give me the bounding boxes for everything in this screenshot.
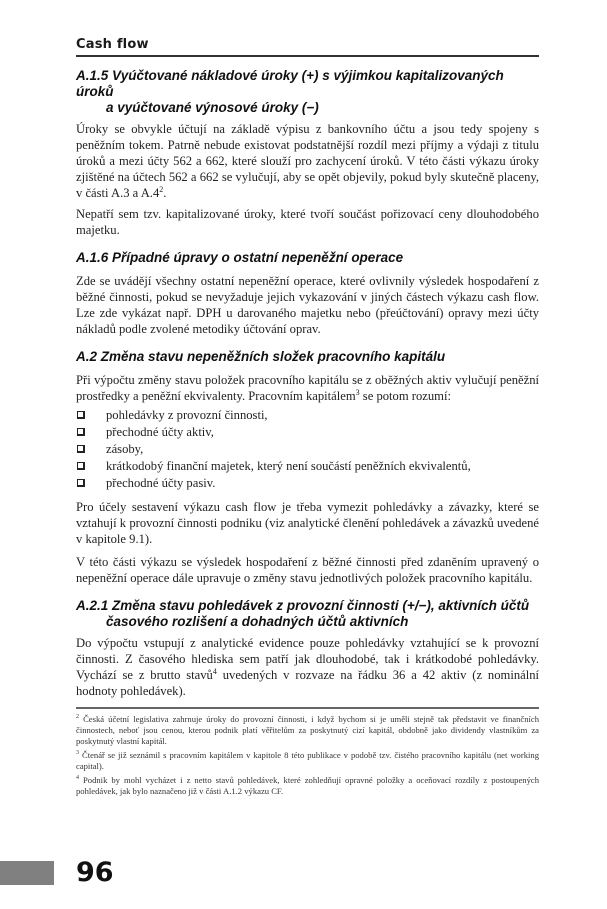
- header-rule: [76, 55, 539, 57]
- paragraph: [76, 372, 539, 404]
- page-tab-bar: [0, 861, 54, 885]
- footnote: [76, 714, 539, 747]
- section-heading: [76, 598, 539, 630]
- footnote-text: Čtenář se již seznámil s pracovním kapitálem v kapitole 8 této publikace v podobě tzv. čistého pracovního kapitálu (net working capital).: [76, 750, 539, 771]
- footnotes: [76, 714, 539, 797]
- checkbox-bullet-icon: [77, 479, 85, 487]
- text: Při výpočtu změny stavu položek pracovního kapitálu se z oběžných aktiv vylučují peněžní prostředky a peněžní ekvivalenty. Pracovním kapitálem: [76, 373, 539, 403]
- checkbox-bullet-icon: [77, 428, 85, 436]
- footnote-text: Česká účetní legislativa zahrnuje úroky do provozní činnosti, i když bychom si je uměli stejně tak představit ve finančních činnostech, neboť jsou cenou, kterou podnik platí věřitelům za poskytnutý cizí kapitál, obdobně jako dividendy vlastníkům za poskytnutý vlastní kapitál.: [76, 714, 539, 746]
- checkbox-bullet-icon: [77, 445, 85, 453]
- list-item: [76, 475, 539, 492]
- list-item-text: přechodné účty aktiv,: [106, 425, 214, 439]
- page-number-row: [76, 857, 539, 889]
- running-header: Cash flow: [76, 37, 149, 52]
- footnote-ref: 2: [159, 184, 164, 194]
- list-item: [76, 424, 539, 441]
- list-item-text: krátkodobý finanční majetek, který není součástí peněžních ekvivalentů,: [106, 459, 471, 473]
- text: uvedených v rozvaze na řádku 36 a 42 aktiv (z nominální hodnoty pohledávek).: [76, 668, 539, 698]
- paragraph: Zde se uvádějí všechny ostatní nepeněžní operace, které ovlivnily výsledek hospodaření z běžné činnosti, pokud se nevyžaduje jejich vykazování v jiných částech výkazu cash flow. Lze zde vykázat např. DPH u darovaného majetku nebo (přeúčtování) opravy mezi účty nákladů podle zvolené metodiky účtování oprav.: [76, 274, 539, 336]
- heading-line: A.1.5 Vyúčtované nákladové úroky (+) s výjimkou kapitalizovaných úroků: [76, 68, 504, 99]
- footnote-text: Podnik by mohl vycházet i z netto stavů pohledávek, které zohledňují opravné položky a oceňovací rozdíly z postoupených pohledávek, jak bylo naznačeno již v části A.1.2 výkazu CF.: [76, 775, 539, 796]
- list-item: [76, 441, 539, 458]
- section-heading: A.1.6 Případné úpravy o ostatní nepeněžní operace: [76, 250, 404, 265]
- paragraph: Nepatří sem tzv. kapitalizované úroky, které tvoří součást pořizovací ceny dlouhodobého majetku.: [76, 207, 539, 237]
- paragraph: [76, 635, 539, 699]
- text: Do výpočtu vstupují z analytické evidence pouze pohledávky vztahující se k provozní činnosti. Z časového hlediska sem patří jak dlouhodobé, tak i krátkodobé pohledávky. Vychází se z brutto stavů: [76, 636, 539, 682]
- heading-line: A.2.1 Změna stavu pohledávek z provozní činnosti (+/−), aktivních účtů: [76, 598, 530, 613]
- text: Úroky se obvykle účtují na základě výpisu z bankovního účtu a jsou tedy spojeny s peněžním tokem. Patrně nebude existovat podstatnější rozdíl mezi příjmy a výdaji z titulu úroků a mezi účty 562 a 662, které slouží pro zachycení úroků. V této části výkazu úroky zjištěné na účtech 562 a 662 se vylučují, aby se opět objevily, pokud byly skutečně placeny, v části A.3 a A.4: [76, 122, 539, 200]
- footnote-rule: [76, 707, 539, 709]
- footnote-mark: 2: [76, 714, 79, 721]
- paragraph: [76, 121, 539, 201]
- page-number: 96: [76, 857, 114, 888]
- section-a-2: [76, 349, 539, 586]
- text: se potom rozumí:: [359, 389, 451, 403]
- section-a-1-5: [76, 68, 539, 238]
- paragraph: V této části výkazu se výsledek hospodaření z běžné činnosti před zdaněním upravený o nepeněžní operace dále upravuje o změny stavu jednotlivých položek pracovního kapitálu.: [76, 555, 539, 585]
- footnote: [76, 775, 539, 797]
- section-heading: [76, 68, 539, 116]
- list-item-text: pohledávky z provozní činnosti,: [106, 408, 268, 422]
- bullet-list: [76, 407, 539, 492]
- footnote: [76, 750, 539, 772]
- heading-line: a vyúčtované výnosové úroky (−): [106, 100, 319, 115]
- footnote-ref: 3: [355, 387, 360, 397]
- checkbox-bullet-icon: [77, 411, 85, 419]
- section-heading: A.2 Změna stavu nepeněžních složek pracovního kapitálu: [76, 349, 446, 364]
- footnote-mark: 4: [76, 775, 79, 782]
- list-item-text: přechodné účty pasiv.: [106, 476, 216, 490]
- heading-line: časového rozlišení a dohadných účtů aktivních: [106, 614, 409, 629]
- list-item: [76, 407, 539, 424]
- list-item-text: zásoby,: [106, 442, 144, 456]
- section-a-2-1: [76, 598, 539, 699]
- footnote-mark: 3: [76, 750, 79, 757]
- text: .: [163, 186, 167, 200]
- list-item: [76, 458, 539, 475]
- checkbox-bullet-icon: [77, 462, 85, 470]
- section-a-1-6: [76, 250, 539, 337]
- footnote-ref: 4: [212, 666, 217, 676]
- paragraph: Pro účely sestavení výkazu cash flow je třeba vymezit pohledávky a závazky, které se vztahují k provozní činnosti podniku (viz analytické členění pohledávek a závazků uvedené v kapitole 9.1).: [76, 500, 539, 546]
